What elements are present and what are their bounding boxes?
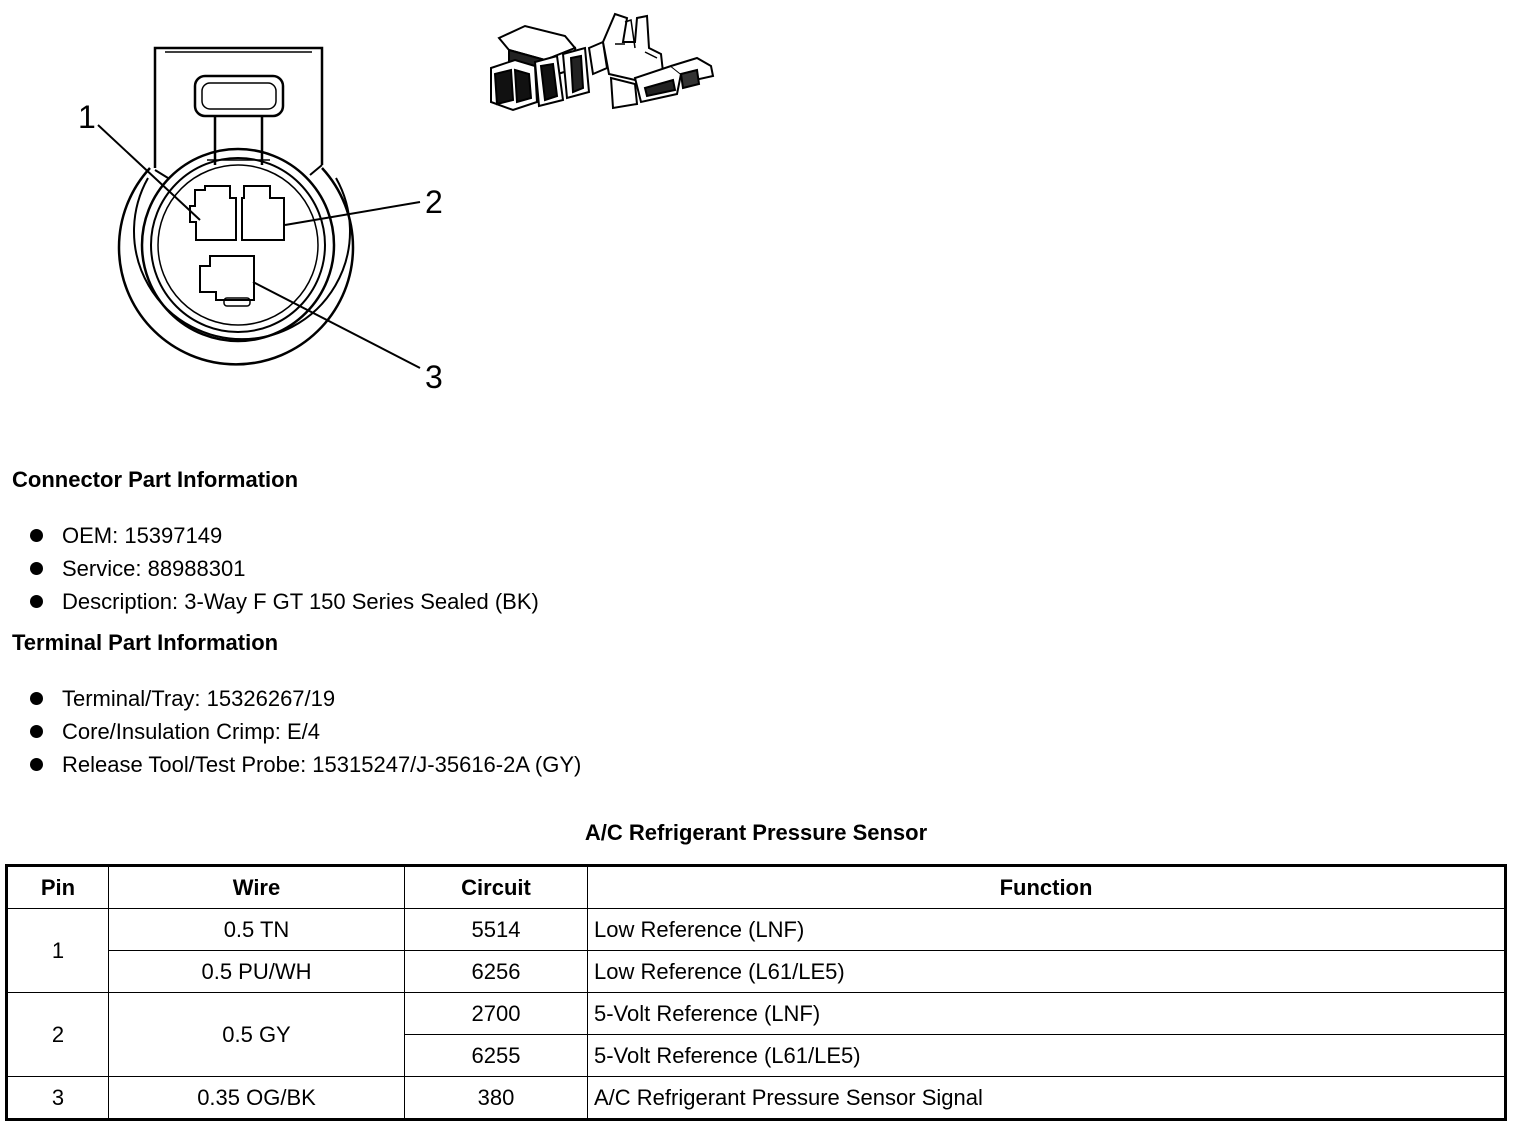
function-cell: 5-Volt Reference (L61/LE5) [588, 1035, 1506, 1077]
header-wire: Wire [109, 866, 405, 909]
table-row [7, 909, 1506, 951]
connector-description: Description: 3-Way F GT 150 Series Sealed (BK) [62, 589, 539, 614]
list-item [30, 585, 539, 618]
list-item [30, 552, 539, 585]
table-row [7, 1077, 1506, 1120]
terminal-release-tool: Release Tool/Test Probe: 15315247/J-35616-2A (GY) [62, 752, 582, 777]
function-cell: Low Reference (LNF) [588, 909, 1506, 951]
circuit-cell: 5514 [405, 909, 588, 951]
table-title: A/C Refrigerant Pressure Sensor [584, 820, 928, 845]
list-item [30, 715, 581, 748]
bullet-icon [30, 562, 43, 575]
connector-info-list [30, 519, 539, 618]
wire-cell: 0.5 GY [109, 993, 405, 1077]
header-circuit: Circuit [405, 866, 588, 909]
function-cell: A/C Refrigerant Pressure Sensor Signal [588, 1077, 1506, 1120]
wire-cell: 0.5 PU/WH [109, 951, 405, 993]
circuit-cell: 6255 [405, 1035, 588, 1077]
connector-face-diagram [0, 0, 470, 410]
callout-1: 1 [78, 99, 96, 135]
table-row [7, 951, 1506, 993]
list-item [30, 682, 581, 715]
bullet-icon [30, 725, 43, 738]
connector-service: Service: 88988301 [62, 556, 246, 581]
table-row [7, 993, 1506, 1035]
list-item [30, 748, 581, 781]
wire-cell: 0.5 TN [109, 909, 405, 951]
circuit-cell: 6256 [405, 951, 588, 993]
list-item [30, 519, 539, 552]
pinout-table [5, 864, 1507, 1121]
callout-3: 3 [425, 359, 443, 395]
function-cell: Low Reference (L61/LE5) [588, 951, 1506, 993]
pin-cell: 3 [7, 1077, 109, 1120]
header-pin: Pin [7, 866, 109, 909]
table-header-row [7, 866, 1506, 909]
wire-cell: 0.35 OG/BK [109, 1077, 405, 1120]
circuit-cell: 380 [405, 1077, 588, 1120]
bullet-icon [30, 758, 43, 771]
callout-2: 2 [425, 184, 443, 220]
connector-oem: OEM: 15397149 [62, 523, 223, 548]
terminal-crimp: Core/Insulation Crimp: E/4 [62, 719, 320, 744]
terminal-info-title: Terminal Part Information [12, 630, 279, 655]
connector-illustration [485, 8, 720, 120]
bullet-icon [30, 692, 43, 705]
function-cell: 5-Volt Reference (LNF) [588, 993, 1506, 1035]
circuit-cell: 2700 [405, 993, 588, 1035]
terminal-info-list [30, 682, 581, 781]
header-function: Function [588, 866, 1506, 909]
bullet-icon [30, 595, 43, 608]
terminal-tray: Terminal/Tray: 15326267/19 [62, 686, 336, 711]
connector-info-title: Connector Part Information [12, 467, 299, 492]
pin-cell: 1 [7, 909, 109, 993]
pin-cell: 2 [7, 993, 109, 1077]
bullet-icon [30, 529, 43, 542]
